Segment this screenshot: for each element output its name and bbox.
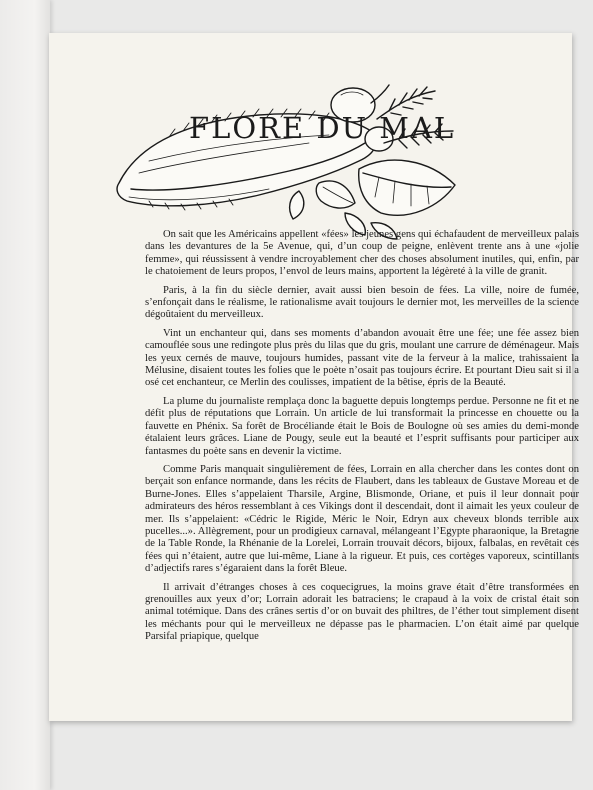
paragraph-3: Vint un enchanteur qui, dans ses moments d’abandon avouait être une fée; une fée assez bien camouflée sous une redingote plus près du lilas que du gris, moulant une carrure de déménageur. Mais les yeux cernés de mauve, toujours humides, passant vite de la ferveur à la malice, trahissaient la Mélusine, disaient toutes les folies que le poète n’osait pas toujours écrire. Et pourtant Dieu sait si il a osé cet enchanteur, ce Merlin des coulisses, impatient de la bêtise, épris de la Beauté. xyxy=(145,327,579,389)
paragraph-2: Paris, à la fin du siècle dernier, avait aussi bien besoin de fées. La ville, noire de fumée, s’enfonçait dans le réalisme, le rationalisme avait toujours le dernier mot, les merveilles de la science dégoûtaient du merveilleux. xyxy=(145,284,579,321)
paragraph-4: La plume du journaliste remplaça donc la baguette depuis longtemps perdue. Personne ne fit et ne défit plus de réputations que Lorrain. Un article de lui transformait la princesse en chouette ou la fauvette en Phénix. Sa forêt de Brocéliande était le Bois de Boulogne où ses amies du demi-monde étalaient leurs grâces. Liane de Pougy, seule eut la beauté et l’esprit suffisants pour participer aux fantasmes du poète sans en devenir la victime. xyxy=(145,395,579,457)
book-page xyxy=(49,33,579,721)
paragraph-5: Comme Paris manquait singulièrement de fées, Lorrain en alla chercher dans les contes dont on berçait son enfance normande, dans les récits de Flaubert, dans les tableaux de Gustave Moreau et de Burne-Jones. Elles s’appelaient Tharsile, Argine, Blismonde, Oriane, et puis il leur donnait pour admirateurs des héros ressemblant à ces Vikings dont il descendait, dont il aimait les yeux couleur de mer. Ils s’appelaient: «Cédric le Rigide, Méric le Noir, Edryn aux cheveux blonds terrible aux pucelles...». Allègrement, pour un prodigieux carnaval, mélangeant l’Egypte pharaonique, la Bretagne de la Table Ronde, la Rhénanie de la Lorelei, Lorrain trouvait décors, bijoux, falbalas, en revêtait ces fées qui n’étaient, autre que lui-même, Liane à la rigueur. Et puis, ces cortèges vaporeux, scintillants d’adjectifs rares s’égaraient dans la forêt Bleue. xyxy=(145,463,579,575)
paragraph-6: Il arrivait d’étranges choses à ces coquecigrues, la moins grave était d’être transformées en grenouilles aux yeux d’or; Lorrain adorait les batraciens; le crapaud à la voix de cristal était son animal totémique. Dans des crânes sertis d’or on buvait des philtres, de l’éther tout simplement disent les méchants pour qui le merveilleux ne dépasse pas le pharmacien. L’on était aimé par quelque Parsifal priapique, quelque xyxy=(145,581,579,643)
chapter-title: FLORE DU MAL xyxy=(189,111,456,145)
floral-header-illustration xyxy=(109,73,469,243)
previous-page-edge xyxy=(0,0,50,790)
paragraph-1: On sait que les Américains appellent «fées» les jeunes gens qui échafaudent de merveilleux palais dans les devantures de la 5e Avenue, qui, d’un coup de peigne, enlèvent trente ans à une «jolie femme», qui réussissent à vendre incroyablement cher des choses absolument inutiles, qui, enfin, par le chatoiement de leurs propos, l’envol de leurs mains, apportent la légèreté à la ville de granit. xyxy=(145,229,579,278)
body-text xyxy=(145,229,579,709)
